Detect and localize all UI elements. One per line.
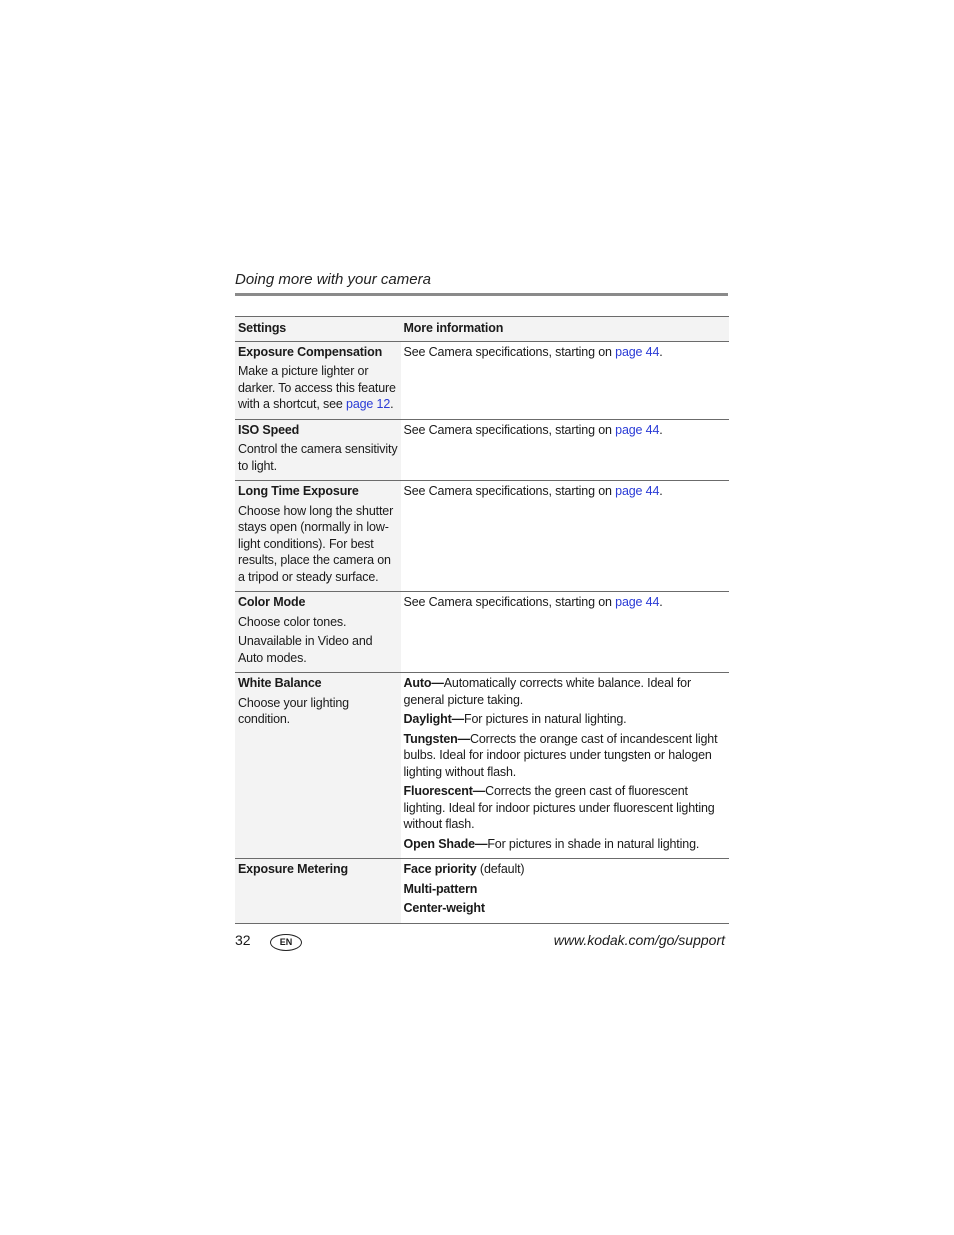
info-text: See Camera specifications, starting on xyxy=(403,422,616,437)
setting-name: Exposure Metering xyxy=(238,862,348,876)
column-header-more-information: More information xyxy=(401,317,729,342)
page-link[interactable]: page 44 xyxy=(615,422,660,437)
option-center-weight xyxy=(404,900,726,917)
setting-cell xyxy=(235,859,401,924)
option-face-priority xyxy=(404,861,726,878)
info-text: . xyxy=(659,484,663,498)
setting-note: Unavailable in Video and Auto modes. xyxy=(238,634,373,665)
setting-description: Choose your lighting condition. xyxy=(238,695,349,726)
option-multi-pattern xyxy=(404,881,726,898)
section-title: Doing more with your camera xyxy=(235,271,431,288)
page-link[interactable]: page 44 xyxy=(615,344,660,359)
option-open-shade xyxy=(404,836,726,853)
page-header xyxy=(235,270,728,296)
setting-description: Control the camera sensitivity to light. xyxy=(238,442,398,473)
option-label: Daylight— xyxy=(403,712,464,726)
info-cell xyxy=(401,341,729,419)
table-row xyxy=(235,592,729,673)
info-cell xyxy=(401,592,729,673)
description-text: Make a picture lighter or darker. To access this feature with a shortcut, see xyxy=(238,364,396,411)
option-tungsten xyxy=(404,731,726,781)
info-text: . xyxy=(659,595,663,609)
info-cell xyxy=(401,673,729,859)
option-text: (default) xyxy=(476,862,525,876)
info-text: . xyxy=(659,422,663,437)
info-cell xyxy=(401,481,729,592)
table-header-row xyxy=(235,317,729,342)
setting-cell xyxy=(235,419,401,481)
option-label: Open Shade— xyxy=(403,836,488,851)
option-label: Center-weight xyxy=(403,901,485,915)
page-number: 32 xyxy=(235,932,251,948)
page-link[interactable]: page 44 xyxy=(615,484,660,498)
option-text: Corrects the orange cast of incandescent light bulbs. Ideal for indoor pictures under tungsten or halogen lighting without flash. xyxy=(403,731,718,779)
table-row xyxy=(235,859,729,924)
option-text: For pictures in natural lighting. xyxy=(464,712,627,726)
option-text: Corrects the green cast of fluorescent lighting. Ideal for indoor pictures under fluorescent lighting without flash. xyxy=(403,784,715,831)
table-row xyxy=(235,341,729,419)
info-text: See Camera specifications, starting on xyxy=(403,484,616,498)
option-label: Multi-pattern xyxy=(403,881,478,896)
setting-description: Choose color tones. xyxy=(238,614,347,629)
setting-cell xyxy=(235,341,401,419)
table-row xyxy=(235,419,729,481)
setting-description: Choose how long the shutter stays open (normally in low-light conditions). For best results, place the camera on a tripod or steady surface. xyxy=(238,503,394,584)
info-text: See Camera specifications, starting on xyxy=(403,344,616,359)
page-footer xyxy=(235,930,725,954)
setting-description xyxy=(238,363,398,413)
language-badge: EN xyxy=(270,934,302,951)
info-text: See Camera specifications, starting on xyxy=(403,595,616,609)
option-label: Tungsten— xyxy=(403,731,470,746)
settings-table xyxy=(235,316,729,924)
option-auto xyxy=(404,675,726,708)
setting-cell xyxy=(235,481,401,592)
column-header-settings: Settings xyxy=(235,317,401,342)
option-label: Face priority xyxy=(403,862,477,876)
setting-cell xyxy=(235,592,401,673)
option-daylight xyxy=(404,711,726,728)
support-url[interactable]: www.kodak.com/go/support xyxy=(553,932,725,948)
setting-cell xyxy=(235,673,401,859)
option-label: Fluorescent— xyxy=(403,784,486,798)
option-text: Automatically corrects white balance. Ideal for general picture taking. xyxy=(403,676,691,707)
header-rule xyxy=(235,293,728,296)
table-row xyxy=(235,481,729,592)
setting-name: Color Mode xyxy=(238,595,306,609)
info-cell xyxy=(401,859,729,924)
option-fluorescent xyxy=(404,783,726,833)
setting-name: Long Time Exposure xyxy=(238,484,359,498)
page-link[interactable]: page 12 xyxy=(346,397,391,411)
option-label: Auto— xyxy=(403,676,444,690)
option-text: For pictures in shade in natural lighting. xyxy=(487,836,700,851)
page-link[interactable]: page 44 xyxy=(615,595,660,609)
setting-name: White Balance xyxy=(238,676,322,690)
setting-name: ISO Speed xyxy=(238,422,300,437)
setting-name: Exposure Compensation xyxy=(238,344,383,359)
description-text: . xyxy=(390,397,394,411)
table-row xyxy=(235,673,729,859)
info-cell xyxy=(401,419,729,481)
info-text: . xyxy=(659,344,663,359)
